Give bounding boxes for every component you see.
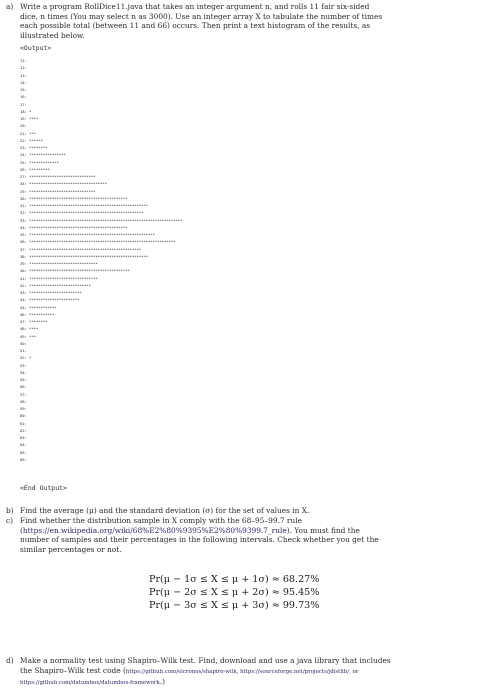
histogram-total-label: 12: [20, 65, 30, 71]
histogram-row [20, 101, 182, 108]
histogram-row [20, 253, 182, 260]
histogram-row [20, 398, 182, 405]
part-c-text [20, 516, 472, 554]
histogram-total-label: 18: [20, 108, 30, 114]
histogram-bar: ************* [29, 159, 59, 165]
histogram-row [20, 427, 182, 434]
histogram-total-label: 31: [20, 203, 30, 208]
histogram-total-label: 50: [20, 340, 30, 346]
histogram-row [20, 93, 182, 100]
histogram-total-label: 24: [20, 152, 30, 158]
histogram-row [20, 137, 182, 144]
histogram-total-label: 42: [20, 282, 30, 288]
histogram-row [20, 282, 182, 289]
histogram-bar: ******** [29, 319, 48, 324]
histogram-bar: ******** [29, 145, 48, 150]
histogram-bar: **** [29, 116, 39, 121]
histogram-row [20, 296, 182, 303]
histogram-row [20, 64, 182, 71]
histogram-row [20, 449, 182, 456]
histogram-bar: ****************************** [29, 275, 98, 281]
histogram-total-label: 26: [20, 166, 30, 172]
histogram-row [20, 318, 182, 325]
histogram-row [20, 209, 182, 216]
histogram-row [20, 144, 182, 151]
formula-1sigma: Pr(μ − 1σ ≤ X ≤ μ + 1σ) ≈ 68.27% [149, 574, 320, 585]
histogram-total-label: 61: [20, 420, 30, 426]
histogram-total-label: 13: [20, 72, 30, 78]
histogram-total-label: 51: [20, 348, 30, 353]
jdistlib-link[interactable]: https://sourceforge.net/projects/jdistlib/ [240, 668, 350, 675]
histogram-total-label: 38: [20, 253, 30, 259]
part-c-label: c) [6, 516, 14, 525]
histogram-output [20, 57, 182, 463]
histogram-total-label: 11: [20, 58, 30, 63]
histogram-total-label: 63: [20, 435, 30, 440]
histogram-bar: **************************************************** [29, 253, 149, 259]
formula-2sigma: Pr(μ − 2σ ≤ X ≤ μ + 2σ) ≈ 95.45% [149, 587, 320, 598]
histogram-total-label: 20: [20, 123, 30, 129]
histogram-bar: ************************************************* [29, 246, 142, 252]
histogram-total-label: 16: [20, 94, 30, 100]
output-close-tag: <End Output> [20, 484, 67, 492]
histogram-row [20, 86, 182, 93]
histogram-row [20, 376, 182, 383]
part-d-label: d) [6, 656, 14, 665]
histogram-bar: ************************************************** [29, 210, 144, 216]
histogram-row [20, 159, 182, 166]
histogram-total-label: 56: [20, 384, 30, 390]
histogram-row [20, 195, 182, 202]
histogram-bar: ********************************** [29, 181, 107, 187]
histogram-bar: ******************************************** [29, 268, 130, 274]
histogram-bar: * [29, 108, 32, 114]
histogram-bar: **** [29, 326, 39, 332]
histogram-total-label: 53: [20, 362, 30, 368]
histogram-row [20, 231, 182, 238]
histogram-total-label: 41: [20, 275, 30, 281]
histogram-row [20, 188, 182, 195]
histogram-total-label: 35: [20, 232, 30, 237]
histogram-bar: *********************** [29, 290, 82, 295]
part-c-line1: Find whether the distribution sample in X comply with the 68–95–99.7 rule [20, 516, 302, 525]
histogram-bar: ******************************************* [29, 195, 128, 201]
histogram-total-label: 39: [20, 261, 30, 266]
histogram-row [20, 383, 182, 390]
histogram-bar: ***************************** [29, 174, 96, 179]
histogram-bar: ************ [29, 304, 57, 310]
histogram-row [20, 267, 182, 274]
histogram-bar: **************************************************** [29, 203, 149, 208]
part-c-line2-rest: . You must find the [289, 525, 360, 535]
histogram-row [20, 130, 182, 137]
histogram-total-label: 23: [20, 145, 30, 150]
histogram-row [20, 57, 182, 64]
histogram-total-label: 19: [20, 116, 30, 121]
histogram-bar: *** [29, 130, 37, 136]
histogram-row [20, 180, 182, 187]
part-d-text [20, 656, 472, 689]
histogram-bar: ******************************************************* [29, 232, 155, 237]
histogram-total-label: 14: [20, 79, 30, 85]
histogram-row [20, 260, 182, 267]
histogram-total-label: 25: [20, 159, 30, 165]
histogram-row [20, 202, 182, 209]
part-b-text: Find the average (μ) and the standard deviation (σ) for the set of values in X. [20, 506, 310, 515]
part-d-line3 [20, 677, 472, 689]
histogram-row [20, 108, 182, 115]
histogram-total-label: 64: [20, 442, 30, 448]
histogram-bar: ****** [29, 137, 43, 143]
histogram-total-label: 21: [20, 130, 30, 136]
separator: , or [349, 668, 359, 675]
histogram-total-label: 36: [20, 239, 30, 245]
histogram-row [20, 289, 182, 296]
histogram-row [20, 333, 182, 340]
part-a-line: illustrated below. [20, 30, 85, 40]
part-d-line2-start: the Shapiro–Wilk test code ( [20, 665, 126, 675]
formula-3sigma: Pr(μ − 3σ ≤ X ≤ μ + 3σ) ≈ 99.73% [149, 600, 320, 611]
histogram-total-label: 59: [20, 406, 30, 411]
histogram-total-label: 45: [20, 304, 30, 310]
histogram-row [20, 391, 182, 398]
histogram-total-label: 55: [20, 377, 30, 382]
histogram-row [20, 369, 182, 376]
part-d-line1: Make a normality test using Shapiro–Wilk test. Find, download and use a java library that includes [20, 656, 391, 665]
histogram-total-label: 47: [20, 319, 30, 324]
output-open-tag: <Output> [20, 44, 52, 52]
histogram-total-label: 17: [20, 101, 30, 107]
histogram-row [20, 166, 182, 173]
histogram-row [20, 173, 182, 180]
histogram-bar: * [29, 355, 32, 361]
histogram-bar: *********** [29, 311, 55, 317]
histogram-row [20, 347, 182, 354]
histogram-bar: ******************************************* [29, 224, 128, 230]
histogram-total-label: 44: [20, 297, 30, 303]
histogram-total-label: 33: [20, 217, 30, 223]
part-d-line3-end: .) [159, 677, 165, 686]
histogram-total-label: 52: [20, 355, 30, 361]
histogram-total-label: 65: [20, 449, 30, 455]
part-a-label: a) [6, 2, 14, 11]
histogram-row [20, 151, 182, 158]
histogram-total-label: 54: [20, 369, 30, 375]
histogram-total-label: 34: [20, 224, 30, 230]
part-a-line: each possible total (between 11 and 66) occurs. Then print a text histogram of the results, as [20, 21, 371, 30]
histogram-row [20, 217, 182, 224]
datumbox-link[interactable]: https://github.com/datumbox/datumbox-framework [20, 680, 160, 686]
histogram-total-label: 57: [20, 391, 30, 397]
shapiro-wilk-link[interactable]: https://github.com/elcronos/shapiro-wilk [125, 668, 237, 675]
histogram-total-label: 22: [20, 137, 30, 143]
histogram-row [20, 115, 182, 122]
histogram-total-label: 29: [20, 188, 30, 194]
histogram-total-label: 66: [20, 456, 30, 462]
part-c-line2 [20, 526, 472, 536]
histogram-total-label: 37: [20, 246, 30, 252]
histogram-total-label: 40: [20, 268, 30, 274]
histogram-bar: **************************************************************** [29, 239, 176, 245]
histogram-row [20, 354, 182, 361]
histogram-bar: **************** [29, 152, 66, 158]
histogram-row [20, 340, 182, 347]
histogram-row [20, 441, 182, 448]
histogram-row [20, 246, 182, 253]
part-a-line: Write a program RollDice11.java that takes an integer argument n, and rolls 11 fair six-sided [20, 2, 370, 11]
histogram-bar: ***************************** [29, 188, 96, 194]
histogram-row [20, 224, 182, 231]
histogram-row [20, 275, 182, 282]
histogram-row [20, 238, 182, 245]
histogram-total-label: 43: [20, 290, 30, 295]
histogram-total-label: 60: [20, 413, 30, 419]
part-d-line2 [20, 666, 472, 678]
histogram-row [20, 434, 182, 441]
rule-link[interactable]: (https://en.wikipedia.org/wiki/68%E2%80%9395%E2%80%9399.7_rule) [20, 525, 290, 535]
histogram-bar: ******************************************************************* [29, 217, 183, 223]
histogram-row [20, 122, 182, 129]
histogram-total-label: 62: [20, 427, 30, 433]
histogram-bar: *** [29, 333, 37, 339]
histogram-row [20, 311, 182, 318]
histogram-total-label: 32: [20, 210, 30, 216]
histogram-total-label: 49: [20, 333, 30, 339]
part-c-line3: number of samples and their percentages in the following intervals. Check whether you get the [20, 535, 379, 544]
histogram-row [20, 456, 182, 463]
histogram-row [20, 304, 182, 311]
histogram-total-label: 30: [20, 195, 30, 201]
histogram-row [20, 72, 182, 79]
histogram-total-label: 48: [20, 326, 30, 332]
histogram-row [20, 325, 182, 332]
histogram-bar: ********************** [29, 297, 80, 303]
histogram-total-label: 46: [20, 311, 30, 317]
histogram-row [20, 412, 182, 419]
histogram-total-label: 58: [20, 398, 30, 404]
histogram-row [20, 420, 182, 427]
histogram-bar: ****************************** [29, 261, 98, 266]
histogram-row [20, 405, 182, 412]
histogram-total-label: 27: [20, 174, 30, 179]
histogram-bar: ********* [29, 166, 50, 172]
part-a-line: dice, n times (You may select n as 3000). Use an integer array X to tabulate the number of times [20, 11, 383, 21]
separator: , [236, 668, 241, 675]
histogram-total-label: 28: [20, 181, 30, 187]
histogram-total-label: 15: [20, 87, 30, 92]
histogram-row [20, 362, 182, 369]
part-a-text [20, 2, 472, 40]
part-b-label: b) [6, 506, 14, 515]
histogram-row [20, 79, 182, 86]
part-c-line4: similar percentages or not. [20, 544, 122, 554]
histogram-bar: *************************** [29, 282, 91, 288]
